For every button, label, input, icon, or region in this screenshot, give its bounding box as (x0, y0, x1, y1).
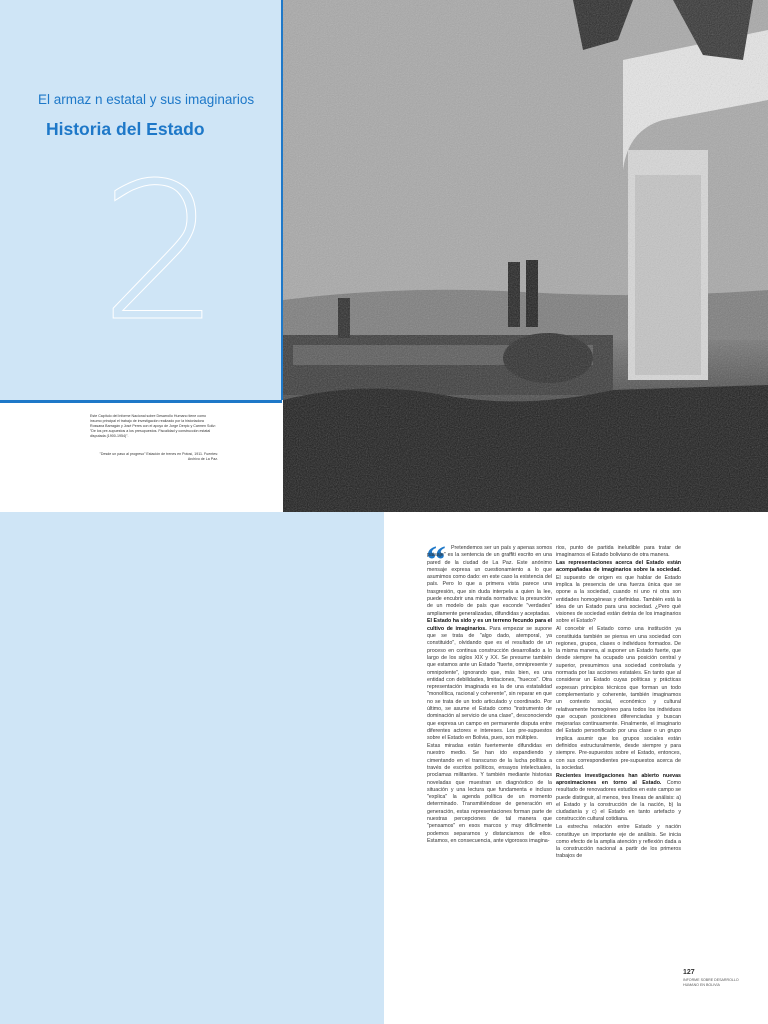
chapter-intro-note: Este Capítulo del Informe Nacional sobre Desarrollo Humano tiene como insumo principal el trabajo de investigación realizado por la historiadora Rossana Barragán y José Peres con el apoyo de Jorge Derpic y Carmen Soliz: "De los pre-supuestos a los presupuestos. Fiscalidad y construcción estatal disputada (1900-1954)". (90, 414, 216, 438)
paragraph (556, 626, 681, 772)
paragraph (556, 560, 681, 626)
paragraph (556, 773, 681, 824)
paragraph (556, 545, 681, 560)
photo-illustration (283, 0, 768, 512)
paragraph-text: rios, punto de partida ineludible para tratar de imaginarnos el Estado boliviano de otra manera. (556, 545, 681, 559)
paragraph-text: Estas miradas están fuertemente difundidas en nuestro medio. Se han ido expandiendo y cimentando en el transcurso de la lucha política a través de escritos políticos, ensayos intelectuales, proclamas militantes. Y también mediante historias novеladas que muestran un diagnóstico de la situación y una lectura que fundamenta e incluso "explica" la agenda política de un momento determinado. Transmitiéndose de generación en generación, estas representaciones forman parte de nuestras percepciones de tal manera que "pensamos" en esos marcos y muy difícilmente podemos separarnos y distanciarnos de ellos. Estamos, en consecuencia, ante vigorosos imagina- (427, 743, 552, 844)
chapter-title: Historia del Estado (46, 119, 205, 139)
horizontal-rule (0, 400, 282, 403)
page-number: 127 (683, 969, 695, 976)
paragraph-lead: Recientes investigaciones han abierto nuevas aproximaciones en torno al Estado. (556, 772, 681, 786)
paragraph-text: La estrecha relación entre Estado y nación constituye un importante eje de análisis. Se inicia como efecto de la amplia atención y reflexión dada a la construcción nacional a partir de los primeros trabajos de (556, 824, 681, 860)
text-column-right (556, 545, 681, 861)
paragraph (427, 618, 552, 742)
blue-panel-bottom (0, 512, 384, 1024)
paragraph (427, 743, 552, 845)
paragraph (556, 824, 681, 860)
paragraph-text: Pretendemos ser un país y apenas somos paisaje" es la sentencia de un graffiti escrito en una pared de la ciudad de La Paz. Este anónimo mensaje expresa un cuestionamiento a lo que asumimos como dado: en este caso la existencia del país. Pero lo que a primera vista parece una trasgresión, que sin duda interpela a quien la lee, puede encubrir una mirada normativa: la presunción de un modelo de país que esconde "verdades" ampliamente generalizadas, difundidas y aceptadas. (427, 545, 552, 617)
paragraph (427, 545, 552, 618)
paragraph-text: Como resultado de renovadores estudios en este campo se puede distinguir, al menos, tres líneas de análisis: a) el Estado y la construcción de la nación, b) la ciudadanía y c) el Estado en tanto artefacto y construcción cultural cotidiana. (556, 780, 681, 823)
paragraph-text: El supuesto de origen es que hablar de Estado implica la presencia de una fuerza única que se opone a la sociedad, cuando ni uno ni otra son entidades homogéneas y definidas. También está la idea de un Estado para una sociedad. ¿Pero qué visiones de sociedad están detrás de los imaginarios sobre el Estado? (556, 574, 681, 625)
historic-photo (283, 0, 768, 512)
paragraph-text: Al concebir el Estado como una institución ya constituida también se piensa en una sociedad con regiones, grupos, clases o individuos formados. De la misma manera, al suponer un Estado fuerte, que desde siempre ha ocupado una posición central y superior, presumimos una sociedad controlada y normada por las acciones estatales. En tanto que al considerar un Estado cuyas políticas y prácticas expresan principios técnicos que forman un todo complementario y coherente, también imaginamos un contexto social, económico y cultural relativamente homogéneo para todos los individuos que ocupan posiciones diferenciadas y buscan mejorarlas continuamente. Finalmente, el imaginario del Estado personificado por una clase o un grupo implica asumir que los grupos sociales están definidos estructuralmente, desde siempre y para siempre. Pre-supuestos sobre el Estado, entonces, con sus correspondientes pre-supuestos acerca de la sociedad. (556, 626, 681, 771)
photo-caption: "Desde un paso al progreso" Estación de trenes en Potosí, 1911. Fuentes: Archivo de La Paz. (99, 452, 218, 461)
chapter-kicker: El armaz n estatal y sus imaginarios (38, 92, 255, 107)
running-footer: INFORME SOBRE DESARROLLO HUMANO EN BOLIVIA (683, 978, 739, 987)
chapter-number: 2 (100, 142, 221, 363)
text-column-left (427, 545, 552, 846)
paragraph-lead: Las representaciones acerca del Estado están acompañadas de imaginarios sobre la sociedad. (556, 560, 681, 574)
paragraph-lead: El Estado ha sido y es un terreno fecundo para el cultivo de imaginarios. (427, 618, 552, 632)
paragraph-text: Para empezar se supone que se trata de "algo dado, atemporal, ya constituido", olvidando que es el resultado de un proceso en continua construcción desarrollado a lo largo de los siglos XIX y XX. Se presume también que estamos ante un Estado "fuerte, omnipresente y omnipotente", ignorando que, más bien, es una entidad con debilidades, limitaciones, "huecos". Otra representación imaginada es la de una estatalidad "monolítica, racional y coherente", sin reparar en que no se trata de un todo articulado y coordinado. Por último, se asume el Estado como "instrumento de dominación al servicio de una clase", desconociendo que expresa un campo en permanente disputa entre diferentes actores e intereses. Los pre-supuestos sobre el Estado en Bolivia, pues, son múltiples. (427, 625, 552, 742)
opening-quote-mark: “ (426, 537, 446, 582)
